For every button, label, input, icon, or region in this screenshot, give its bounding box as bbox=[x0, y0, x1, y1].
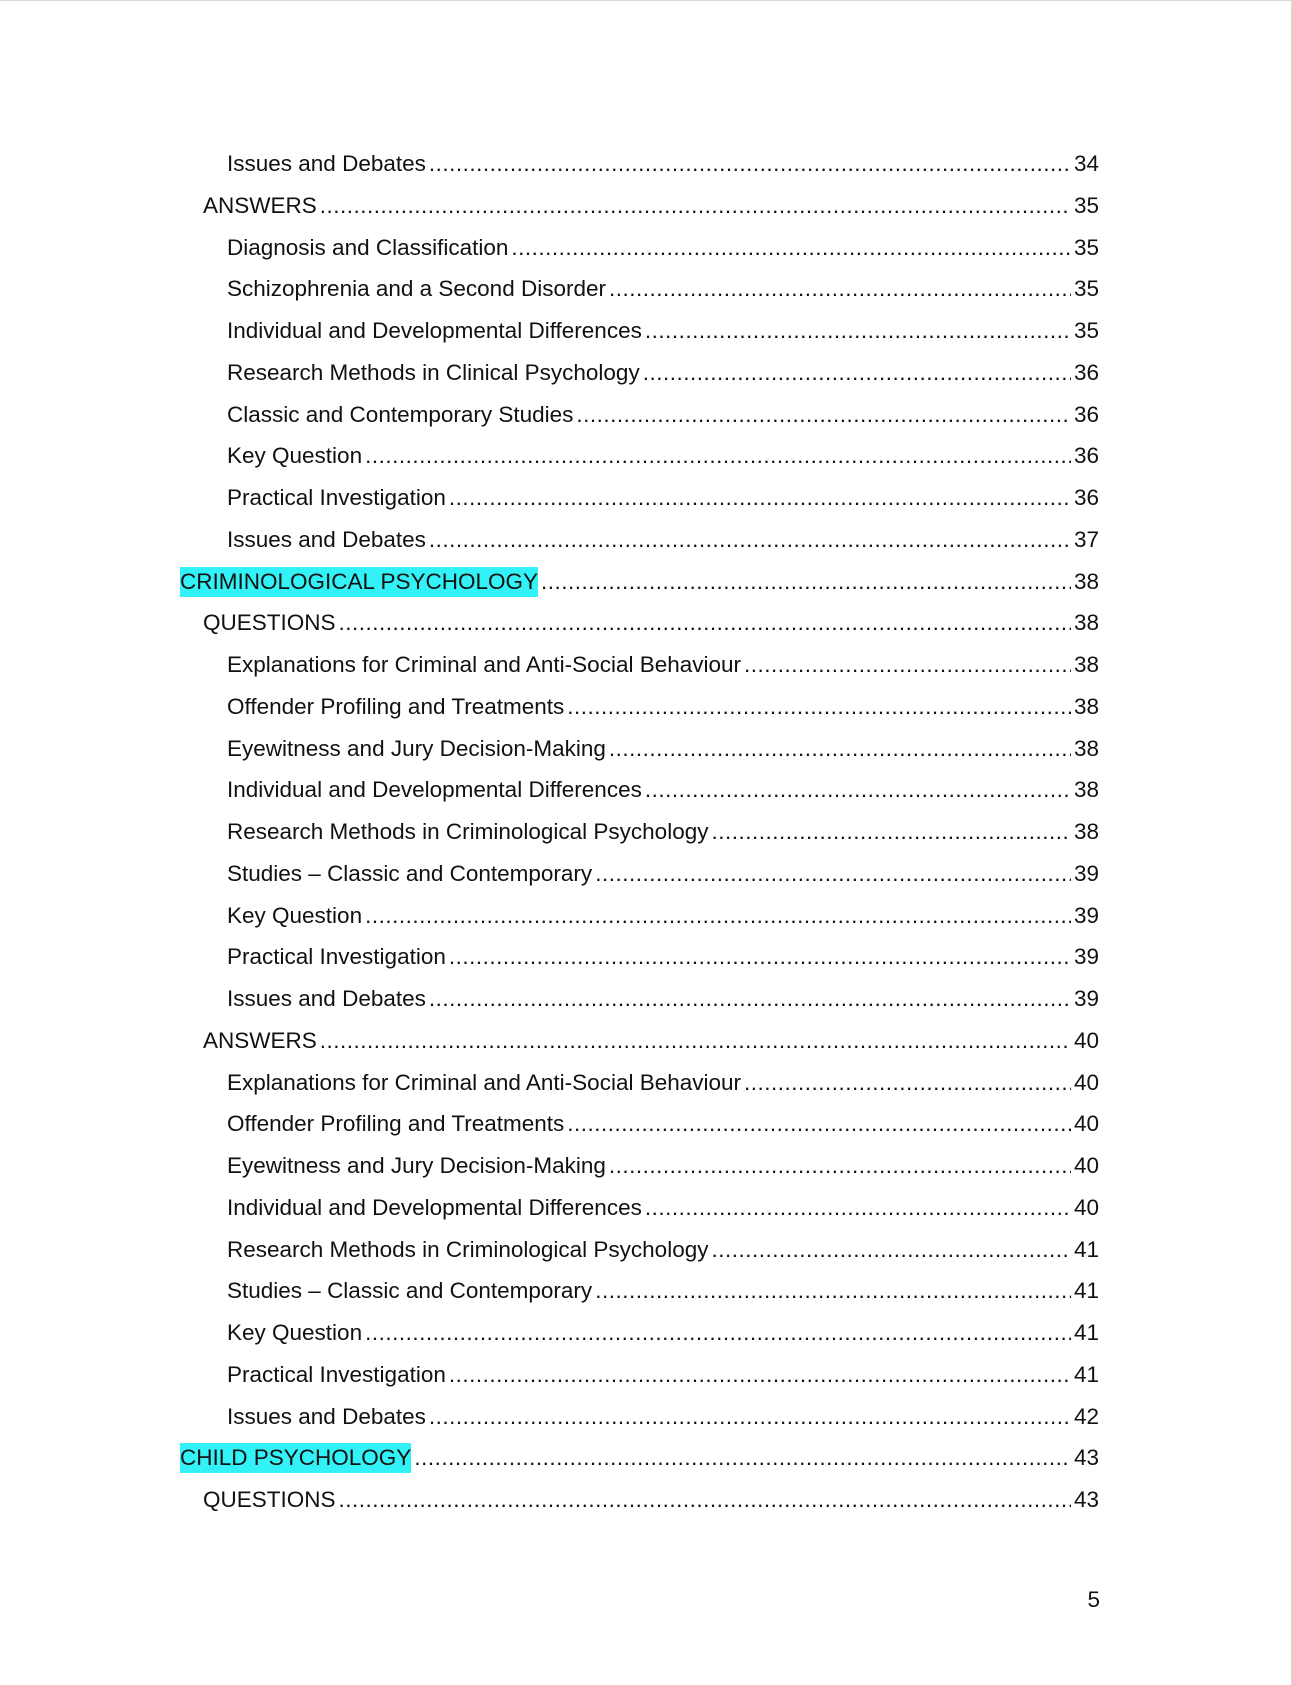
toc-dot-leader bbox=[711, 1235, 1071, 1265]
toc-page-number: 39 bbox=[1073, 986, 1099, 1011]
toc-page-number: 43 bbox=[1073, 1487, 1099, 1512]
toc-entry[interactable] bbox=[227, 734, 1099, 764]
toc-page-number: 41 bbox=[1073, 1236, 1099, 1262]
toc-dot-leader bbox=[645, 775, 1071, 805]
toc-entry[interactable] bbox=[203, 608, 1099, 638]
toc-entry-label: Key Question bbox=[227, 1320, 363, 1345]
toc-page-number: 39 bbox=[1073, 902, 1099, 928]
toc-dot-leader bbox=[365, 1318, 1071, 1348]
page-number: 5 bbox=[1087, 1587, 1100, 1612]
toc-dot-leader bbox=[449, 483, 1071, 513]
toc-dot-leader bbox=[339, 1485, 1071, 1515]
toc-entry-label: Individual and Developmental Differences bbox=[227, 318, 642, 343]
toc-dot-leader bbox=[429, 984, 1071, 1014]
toc-entry-label: Explanations for Criminal and Anti-Social Behaviour bbox=[227, 652, 742, 677]
toc-dot-leader bbox=[320, 191, 1071, 221]
toc-entry-label: Explanations for Criminal and Anti-Social Behaviour bbox=[227, 1069, 742, 1095]
toc-entry[interactable] bbox=[227, 692, 1099, 722]
toc-entry-label: ANSWERS bbox=[203, 1027, 317, 1053]
toc-entry[interactable] bbox=[227, 1235, 1099, 1265]
toc-page-number: 40 bbox=[1073, 1194, 1099, 1220]
toc-dot-leader bbox=[541, 567, 1071, 597]
toc-dot-leader bbox=[449, 942, 1071, 972]
toc-dot-leader bbox=[449, 1360, 1071, 1390]
toc-page-number: 39 bbox=[1073, 944, 1099, 970]
toc-dot-leader bbox=[643, 358, 1071, 388]
toc-entry-label: Individual and Developmental Differences bbox=[227, 1194, 642, 1220]
toc-page-number: 36 bbox=[1073, 359, 1099, 385]
toc-page-number: 41 bbox=[1073, 1361, 1099, 1387]
toc-dot-leader bbox=[339, 608, 1071, 638]
toc-page-number: 38 bbox=[1073, 693, 1099, 719]
toc-entry[interactable] bbox=[227, 1276, 1099, 1306]
toc-dot-leader bbox=[645, 1193, 1071, 1223]
toc-page-number: 40 bbox=[1073, 1027, 1099, 1053]
toc-entry[interactable] bbox=[227, 650, 1099, 680]
toc-entry-label: Key Question bbox=[227, 443, 363, 469]
toc-entry[interactable] bbox=[227, 483, 1099, 513]
toc-entry[interactable] bbox=[203, 1485, 1099, 1515]
toc-page-number: 38 bbox=[1073, 610, 1099, 636]
toc-entry-label: Issues and Debates bbox=[227, 1403, 426, 1429]
toc-entry[interactable] bbox=[227, 984, 1099, 1014]
toc-entry-label: Practical Investigation bbox=[227, 1361, 446, 1387]
toc-entry[interactable] bbox=[227, 1360, 1099, 1390]
toc-entry-label: Research Methods in Clinical Psychology bbox=[227, 359, 640, 385]
toc-entry[interactable] bbox=[227, 942, 1099, 972]
toc-page-number: 40 bbox=[1073, 1153, 1099, 1178]
toc-page-number: 35 bbox=[1073, 276, 1099, 302]
toc-dot-leader bbox=[744, 1068, 1071, 1098]
toc-dot-leader bbox=[429, 1402, 1071, 1432]
toc-page-number: 41 bbox=[1073, 1278, 1099, 1304]
toc-entry[interactable] bbox=[227, 1151, 1099, 1181]
toc-entry-label: Diagnosis and Classification bbox=[227, 234, 509, 260]
toc-entry-label: QUESTIONS bbox=[203, 610, 336, 636]
toc-page-number: 35 bbox=[1073, 318, 1099, 343]
toc-dot-leader bbox=[320, 1026, 1071, 1056]
toc-dot-leader bbox=[595, 1276, 1071, 1306]
toc-entry-label: Issues and Debates bbox=[227, 151, 426, 176]
toc-dot-leader bbox=[567, 1109, 1071, 1139]
toc-page-number: 40 bbox=[1073, 1111, 1099, 1137]
toc-dot-leader bbox=[576, 400, 1071, 430]
toc-entry[interactable] bbox=[227, 233, 1099, 263]
toc-entry-label: Eyewitness and Jury Decision-Making bbox=[227, 1153, 606, 1178]
toc-entry[interactable] bbox=[227, 400, 1099, 430]
toc-page-number: 35 bbox=[1073, 192, 1099, 218]
toc-page-number: 36 bbox=[1073, 401, 1099, 427]
toc-entry[interactable] bbox=[227, 149, 1099, 179]
toc-entry-label: QUESTIONS bbox=[203, 1487, 336, 1512]
toc-entry-label: ANSWERS bbox=[203, 192, 317, 218]
toc-entry-label: Studies – Classic and Contemporary bbox=[227, 1278, 593, 1304]
toc-entry[interactable] bbox=[227, 1402, 1099, 1432]
toc-entry[interactable] bbox=[227, 817, 1099, 847]
toc-entry-label: Eyewitness and Jury Decision-Making bbox=[227, 735, 606, 761]
toc-entry[interactable] bbox=[227, 1068, 1099, 1098]
toc-page-number: 38 bbox=[1073, 568, 1099, 594]
toc-entry-label: Schizophrenia and a Second Disorder bbox=[227, 276, 606, 302]
toc-entry-label: Practical Investigation bbox=[227, 944, 446, 970]
toc-page-number: 38 bbox=[1073, 819, 1099, 844]
toc-dot-leader bbox=[429, 149, 1071, 179]
toc-entry[interactable] bbox=[203, 1026, 1099, 1056]
toc-entry[interactable] bbox=[227, 441, 1099, 471]
toc-page-number: 38 bbox=[1073, 652, 1099, 677]
toc-dot-leader bbox=[711, 817, 1071, 847]
toc-dot-leader bbox=[567, 692, 1071, 722]
toc-entry[interactable] bbox=[227, 775, 1099, 805]
toc-page-number: 36 bbox=[1073, 443, 1099, 469]
toc-page-number: 35 bbox=[1073, 234, 1099, 260]
toc-entry-label: Offender Profiling and Treatments bbox=[227, 1111, 565, 1137]
toc-dot-leader bbox=[429, 525, 1071, 555]
toc-entry[interactable] bbox=[227, 316, 1099, 346]
toc-dot-leader bbox=[609, 1151, 1071, 1181]
toc-entry[interactable] bbox=[227, 859, 1099, 889]
toc-page-number: 38 bbox=[1073, 777, 1099, 803]
toc-entry[interactable] bbox=[227, 901, 1099, 931]
toc-dot-leader bbox=[645, 316, 1071, 346]
toc-entry[interactable] bbox=[203, 191, 1099, 221]
toc-entry[interactable] bbox=[180, 1443, 1099, 1473]
toc-entry-label: Research Methods in Criminological Psychology bbox=[227, 819, 709, 844]
toc-dot-leader bbox=[609, 274, 1071, 304]
toc-page-number: 36 bbox=[1073, 485, 1099, 510]
toc-entry-label: Practical Investigation bbox=[227, 485, 446, 510]
toc-dot-leader bbox=[595, 859, 1071, 889]
toc-page-number: 37 bbox=[1073, 526, 1099, 552]
toc-entry-label: Studies – Classic and Contemporary bbox=[227, 860, 593, 886]
toc-entry[interactable] bbox=[180, 567, 1099, 597]
toc-page-number: 34 bbox=[1073, 151, 1099, 176]
toc-page-number: 40 bbox=[1073, 1069, 1099, 1095]
toc-dot-leader bbox=[365, 441, 1071, 471]
toc-entry-label: Individual and Developmental Differences bbox=[227, 777, 642, 803]
toc-dot-leader bbox=[744, 650, 1071, 680]
toc-entry[interactable] bbox=[227, 1109, 1099, 1139]
toc-entry-label: Key Question bbox=[227, 902, 363, 928]
toc-page-number: 43 bbox=[1073, 1445, 1099, 1471]
toc-page-number: 42 bbox=[1073, 1403, 1099, 1429]
toc-dot-leader bbox=[511, 233, 1071, 263]
toc-page-number: 41 bbox=[1073, 1320, 1099, 1345]
toc-entry[interactable] bbox=[227, 358, 1099, 388]
toc-page-number: 38 bbox=[1073, 735, 1099, 761]
toc-entry[interactable] bbox=[227, 274, 1099, 304]
toc-entry-label: Offender Profiling and Treatments bbox=[227, 693, 565, 719]
toc-entry-label: Issues and Debates bbox=[227, 986, 426, 1011]
toc-entry-label: Classic and Contemporary Studies bbox=[227, 401, 574, 427]
toc-entry-label: Research Methods in Criminological Psychology bbox=[227, 1236, 709, 1262]
toc-entry-label: Issues and Debates bbox=[227, 526, 426, 552]
toc-entry[interactable] bbox=[227, 525, 1099, 555]
toc-page-number: 39 bbox=[1073, 860, 1099, 886]
toc-section-title: CHILD PSYCHOLOGY bbox=[180, 1443, 411, 1473]
toc-entry[interactable] bbox=[227, 1318, 1099, 1348]
toc-entry[interactable] bbox=[227, 1193, 1099, 1223]
toc-dot-leader bbox=[609, 734, 1071, 764]
toc-section-title: CRIMINOLOGICAL PSYCHOLOGY bbox=[180, 567, 538, 597]
toc-dot-leader bbox=[365, 901, 1071, 931]
toc-dot-leader bbox=[414, 1443, 1071, 1473]
